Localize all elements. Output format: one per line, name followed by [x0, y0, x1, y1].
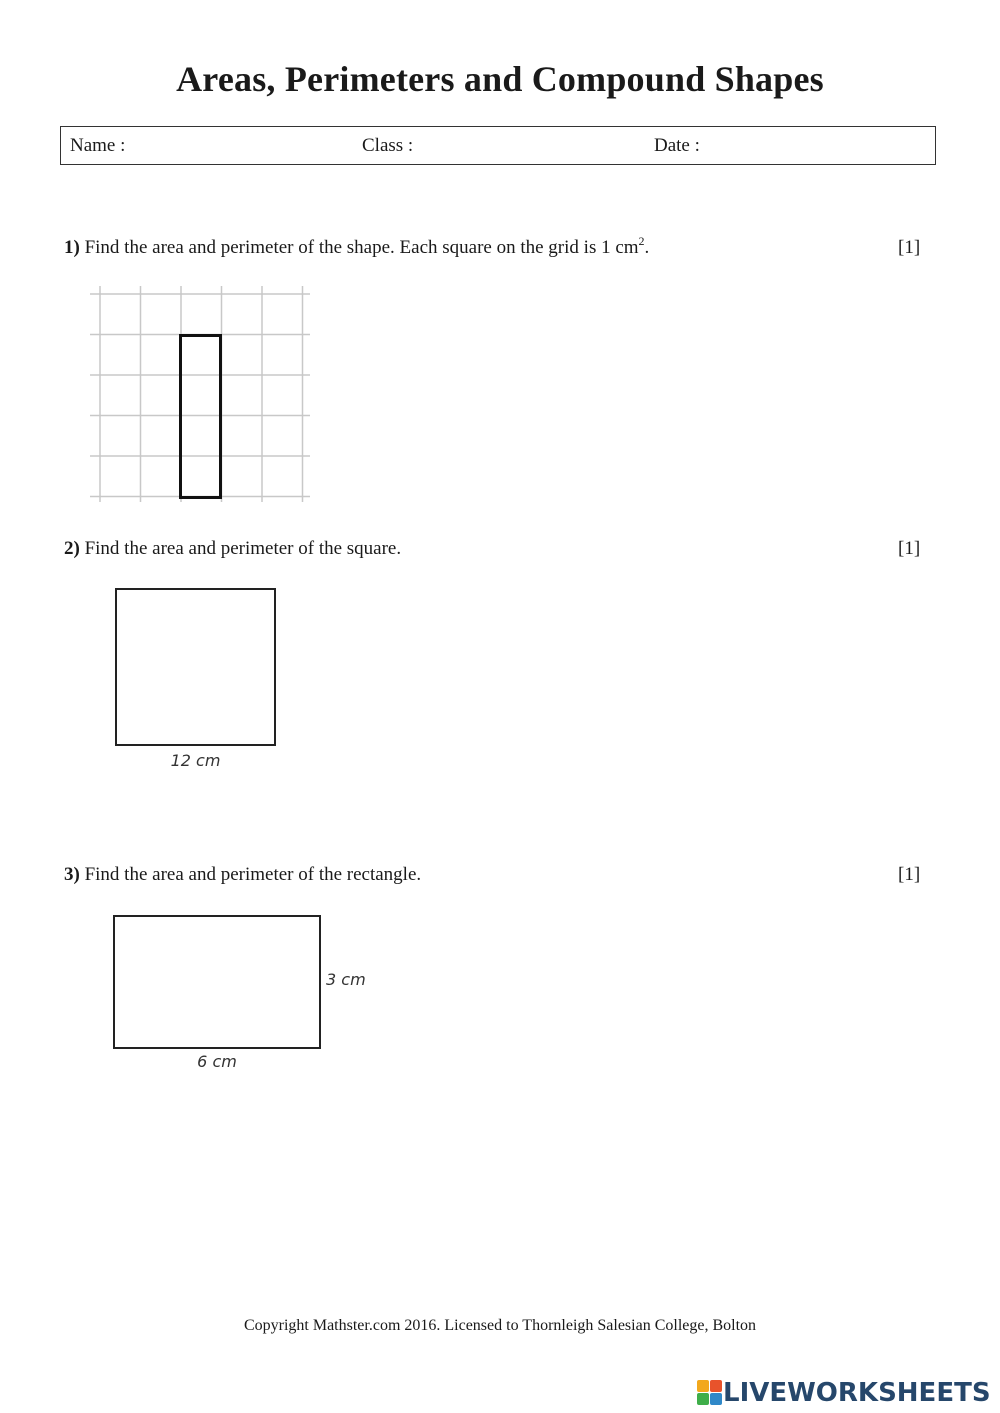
question-3 — [64, 864, 421, 886]
grid-figure — [90, 286, 314, 506]
badge-cell — [697, 1393, 709, 1405]
class-label: Class : — [362, 135, 414, 156]
question-1-number: 1) — [64, 237, 80, 258]
square-shape — [115, 588, 276, 746]
rectangle-height-label: 3 cm — [326, 970, 366, 989]
question-3-number: 3) — [64, 864, 80, 885]
student-info-box — [60, 126, 936, 165]
liveworksheets-wordmark: LIVEWORKSHEETS — [723, 1378, 991, 1408]
badge-cell — [710, 1380, 722, 1392]
question-1-suffix: . — [644, 237, 650, 258]
liveworksheets-badge-icon — [697, 1380, 723, 1406]
question-1-superscript: 2 — [638, 233, 645, 248]
copyright-footer: Copyright Mathster.com 2016. Licensed to Thornleigh Salesian College, Bolton — [243, 1317, 757, 1334]
badge-cell — [710, 1393, 722, 1405]
question-3-marks: [1] — [898, 864, 921, 885]
question-2 — [64, 538, 401, 560]
liveworksheets-logo — [697, 1378, 991, 1408]
question-1-text: Find the area and perimeter of the shape. Each square on the grid is 1 cm — [84, 237, 639, 258]
date-label: Date : — [654, 135, 700, 156]
question-1-marks: [1] — [898, 237, 921, 258]
name-label: Name : — [70, 135, 126, 156]
worksheet-title: Areas, Perimeters and Compound Shapes — [176, 59, 824, 99]
rectangle-shape — [113, 915, 321, 1049]
badge-cell — [697, 1380, 709, 1392]
square-side-label: 12 cm — [170, 751, 221, 770]
rectangle-width-label: 6 cm — [197, 1052, 237, 1071]
grid-lines — [90, 286, 310, 502]
question-1 — [64, 233, 650, 259]
question-2-text: Find the area and perimeter of the square. — [84, 538, 402, 559]
tall-rectangle-shape — [181, 336, 221, 498]
question-2-marks: [1] — [898, 538, 921, 559]
question-3-text: Find the area and perimeter of the rectangle. — [84, 864, 422, 885]
question-2-number: 2) — [64, 538, 80, 559]
